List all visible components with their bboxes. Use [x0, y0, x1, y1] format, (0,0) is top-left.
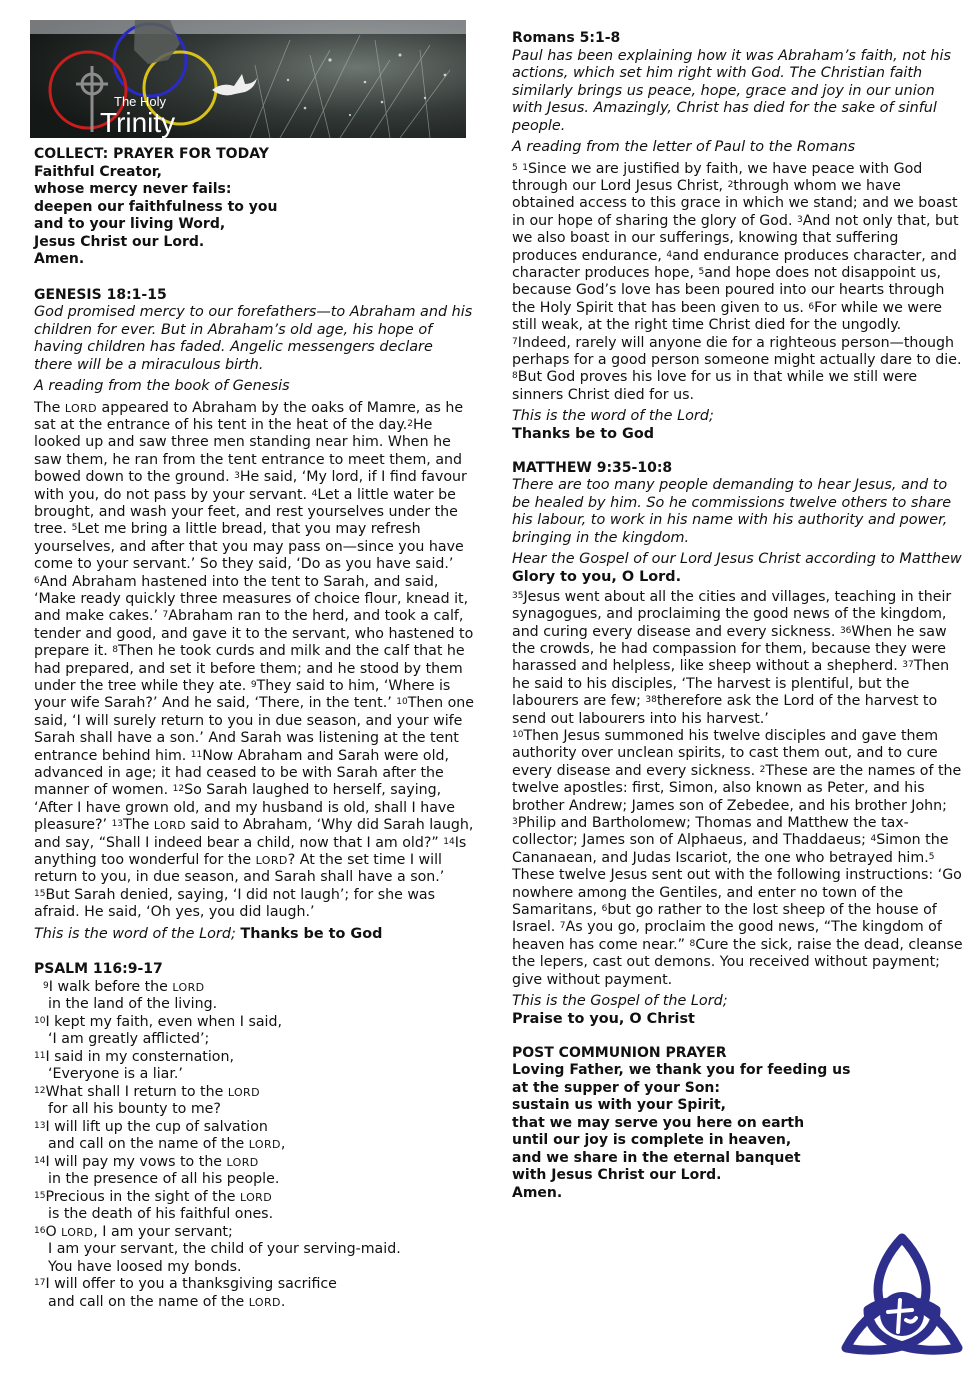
- trinity-knot-icon: [840, 1232, 964, 1360]
- postcommunion-line: and we share in the eternal banquet: [512, 1149, 801, 1166]
- postcommunion-line: that we may serve you here on earth: [512, 1114, 805, 1131]
- genesis-response: Thanks be to God: [240, 925, 383, 942]
- romans-section: [512, 30, 964, 442]
- postcommunion-line: with Jesus Christ our Lord.: [512, 1167, 722, 1184]
- psalm-heading: PSALM 116:9-17: [34, 961, 163, 978]
- matthew-heading: MATTHEW 9:35-10:8: [512, 459, 673, 476]
- postcommunion-line: sustain us with your Spirit,: [512, 1097, 726, 1114]
- psalm-section: [34, 961, 474, 1311]
- genesis-lead: A reading from the book of Genesis: [34, 378, 290, 394]
- postcommunion-line: Loving Father, we thank you for feeding us: [512, 1062, 851, 1079]
- postcommunion-heading: POST COMMUNION PRAYER: [512, 1044, 727, 1061]
- romans-lead: A reading from the letter of Paul to the Romans: [512, 139, 856, 155]
- right-column: [512, 30, 964, 1202]
- psalm-text: $^9$I walk before the LORD in the land of the living. $^{10}$I kept my faith, even when I said, ‘I am greatly afflicted’; $^{11}$I said in my consternation, ‘Everyone is a liar.’ $^{12}$What shall I return to the LORD for all his bounty to me? $^{13}$I will lift up the cup of salvation and call on the name of the LORD, $^{14}$I will pay my vows to the LORD in the presence of all his people. $^{15}$Precious in the sight of the LORD is the death of his faithful ones. $^{16}$O LORD, I am your servant; I am your servant, the child of your serving-maid. You have loosed my bonds. $^{17}$I will offer to you a thanksgiving sacrifice and call on the name of the LORD.: [34, 978, 401, 1310]
- collect-line: Amen.: [34, 251, 85, 267]
- collect-line: Faithful Creator,: [34, 163, 162, 180]
- collect-heading: COLLECT: PRAYER FOR TODAY: [34, 146, 269, 162]
- matthew-response-praise: Praise to you, O Christ: [512, 1010, 695, 1027]
- collect-line: deepen our faithfulness to you: [34, 198, 278, 215]
- collect-line: whose mercy never fails:: [34, 181, 232, 197]
- romans-heading: Romans 5:1-8: [512, 30, 621, 46]
- matthew-lead: Hear the Gospel of our Lord Jesus Christ according to Matthew: [512, 551, 962, 568]
- genesis-intro: God promised mercy to our forefathers—to Abraham and his children for ever. But in Abraham’s old age, his hope of having children has faded. Angelic messengers declare there will be a miraculous birth.: [34, 304, 473, 373]
- genesis-close: This is the word of the Lord; Thanks be to God: [34, 925, 383, 942]
- postcommunion-line: at the supper of your Son:: [512, 1079, 720, 1096]
- genesis-reading: The LORD appeared to Abraham by the oaks of Mamre, as he sat at the entrance of his tent in the heat of the day.$^2$He looked up and saw three men standing near him. When he saw them, he ran from the tent entrance to meet them, and bowed down to the ground. $^3$He said, ‘My lord, if I find favour with you, do not pass by your servant. $^4$Let a little water be brought, and wash your feet, and rest yourselves under the tree. $^5$Let me bring a little bread, that you may refresh yourselves, and after that you may pass on—since you have come to your servant.’ So they said, ‘Do as you have said.’ $^6$And Abraham hastened into the tent to Sarah, and said, ‘Make ready quickly three measures of choice flour, knead it, and make cakes.’ $^7$Abraham ran to the herd, and took a calf, tender and good, and gave it to the servant, who hastened to prepare it. $^8$Then he took curds and milk and the calf that he had prepared, and set it before them; and he stood by them under the tree while they ate. $^9$They said to him, ‘Where is your wife Sarah?’ And he said, ‘There, in the tent.’ $^{10}$Then one said, ‘I will surely return to you in due season, and your wife Sarah shall have a son.’ And Sarah was listening at the tent entrance behind him. $^{11}$Now Abraham and Sarah were old, advanced in age; it had ceased to be with Sarah after the manner of women. $^{12}$So Sarah laughed to herself, saying, ‘After I have grown old, and my husband is old, shall I have pleasure?’ $^{13}$The LORD said to Abraham, ‘Why did Sarah laugh, and say, “Shall I indeed bear a child, now that I am old?” $^{14}$Is anything too wonderful for the LORD? At the set time I will return to you, in due season, and Sarah shall have a son.’ $^{15}$But Sarah denied, saying, ‘I did not laugh’; for she was afraid. He said, ‘Oh yes, you did laugh.’: [34, 399, 474, 921]
- matthew-section: [512, 460, 964, 1027]
- postcommunion-line: until our joy is complete in heaven,: [512, 1132, 792, 1149]
- romans-reading: $^5$ $^1$Since we are justified by faith, we have peace with God through our Lord Jesus Christ, $^2$through whom we have obtained access to this grace in which we stand; and we boast in our hope of sharing the glory of God. $^3$And not only that, but we also boast in our sufferings, knowing that suffering produces endurance, $^4$and endurance produces character, and character produces hope, $^5$and hope does not disappoint us, because God’s love has been poured into our hearts through the Holy Spirit that has been given to us. $^6$For while we were still weak, at the right time Christ died for the ungodly. $^7$Indeed, rarely will anyone die for a righteous person—though perhaps for a good person someone might actually dare to die. $^8$But God proves his love for us in that while we still were sinners Christ died for us.: [512, 160, 962, 403]
- postcommunion-line: Amen.: [512, 1184, 563, 1201]
- collect-line: Jesus Christ our Lord.: [34, 233, 205, 250]
- banner-title-small: The Holy: [114, 94, 167, 109]
- header-banner: [30, 20, 466, 138]
- matthew-close: This is the Gospel of the Lord;: [512, 993, 728, 1010]
- postcommunion-section: [512, 1045, 964, 1203]
- collect-line: and to your living Word,: [34, 216, 226, 232]
- romans-intro: Paul has been explaining how it was Abraham’s faith, not his actions, which set him right with God. The Christian faith similarly brings us peace, hope, grace and joy in our union with Jesus. Amazingly, Christ has died for the sake of sinful people.: [512, 47, 952, 134]
- romans-close: This is the word of the Lord;: [512, 408, 714, 425]
- matthew-response-glory: Glory to you, O Lord.: [512, 568, 682, 585]
- genesis-heading: GENESIS 18:1-15: [34, 286, 167, 303]
- banner-title-large: Trinity: [100, 107, 176, 138]
- romans-response: Thanks be to God: [512, 425, 655, 442]
- genesis-section: [34, 287, 474, 944]
- matthew-reading: $^{35}$Jesus went about all the cities and villages, teaching in their synagogues, and proclaiming the good news of the kingdom, and curing every disease and every sickness. $^{36}$When he saw the crowds, he had compassion for them, because they were harassed and helpless, like sheep without a shepherd. $^{37}$Then he said to his disciples, ‘The harvest is plentiful, but the labourers are few; $^{38}$therefore ask the Lord of the harvest to send out labourers into his harvest.’ $^{10}$Then Jesus summoned his twelve disciples and gave them authority over unclean spirits, to cast them out, and to cure every disease and every sickness. $^2$These are the names of the twelve apostles: first, Simon, also known as Peter, and his brother Andrew; James son of Zebedee, and his brother John; $^3$Philip and Bartholomew; Thomas and Matthew the tax-collector; James son of Alphaeus, and Thaddaeus; $^4$Simon the Cananaean, and Judas Iscariot, the one who betrayed him.$^5$ These twelve Jesus sent out with the following instructions: ‘Go nowhere among the Gentiles, and enter no town of the Samaritans, $^6$but go rather to the lost sheep of the house of Israel. $^7$As you go, proclaim the good news, “The kingdom of heaven has come near.” $^8$Cure the sick, raise the dead, cleanse the lepers, cast out demons. You received without payment; give without payment.: [512, 588, 963, 988]
- matthew-intro: There are too many people demanding to hear Jesus, and to be healed by him. So he commissions twelve others to share his labour, to work in his name with his authority and power, bringing in the kingdom.: [512, 477, 952, 546]
- banner-image: [30, 20, 466, 138]
- trinity-knot-logo: [840, 1232, 964, 1360]
- collect-section: [34, 146, 474, 269]
- left-column: [34, 146, 474, 1311]
